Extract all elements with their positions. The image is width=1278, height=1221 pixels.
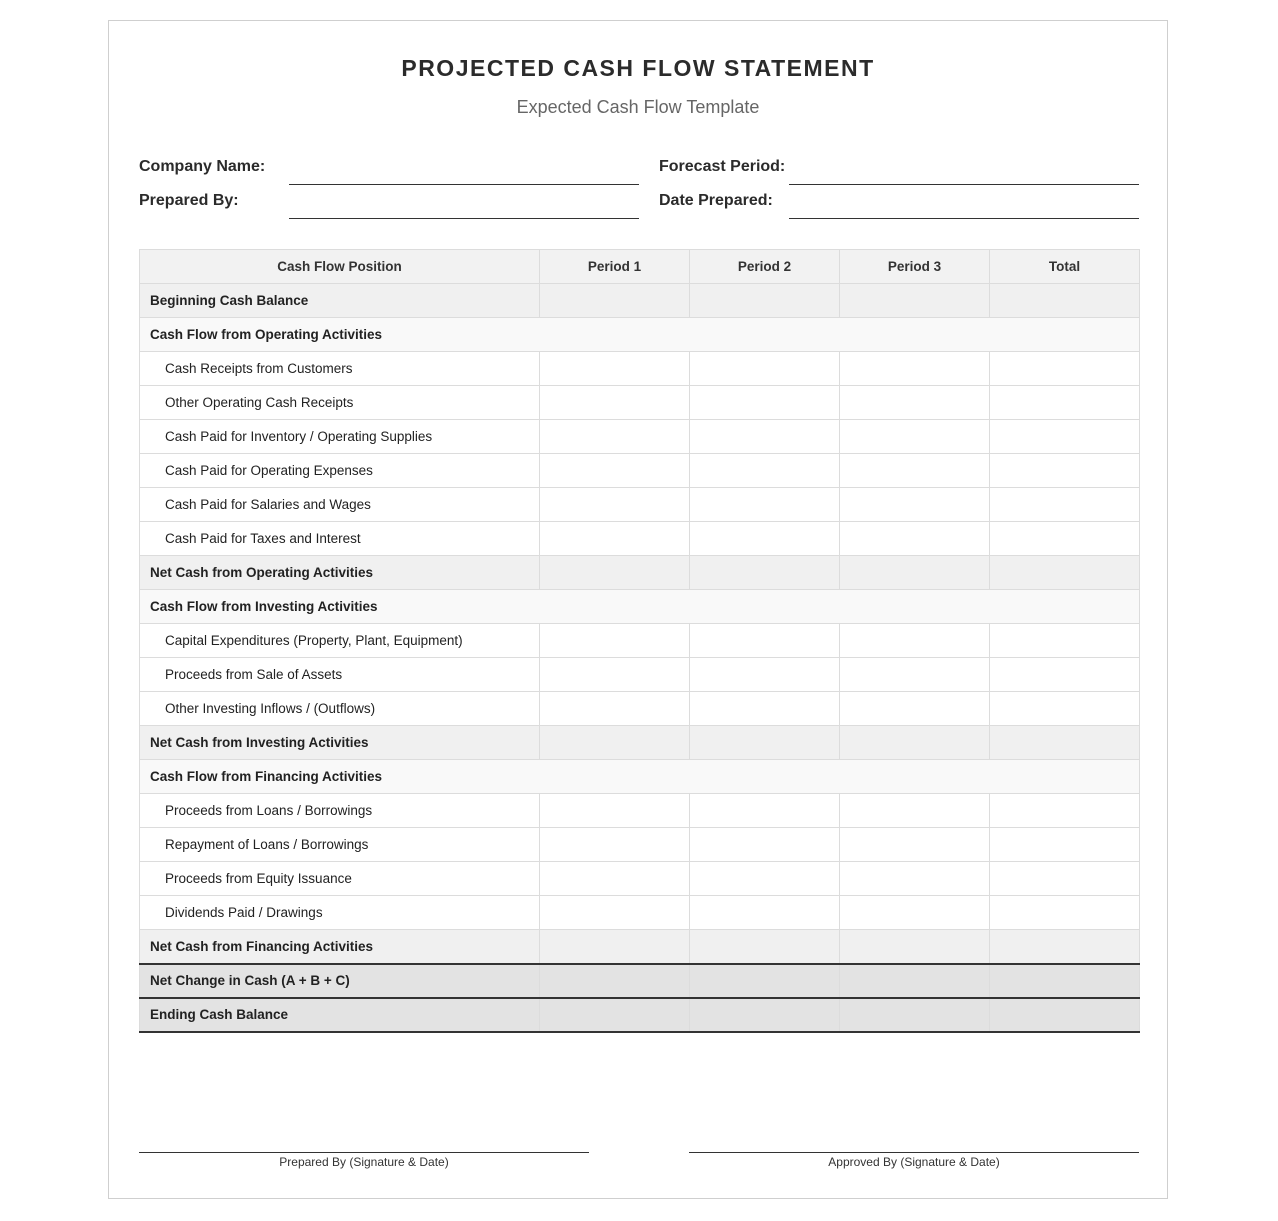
table-row	[140, 284, 1140, 318]
row-label: Cash Paid for Taxes and Interest	[140, 522, 540, 556]
row-label: Other Investing Inflows / (Outflows)	[140, 692, 540, 726]
table-row	[140, 658, 1140, 692]
table-row	[140, 556, 1140, 590]
value-cell[interactable]	[840, 998, 990, 1032]
value-cell[interactable]	[540, 420, 690, 454]
value-cell[interactable]	[690, 522, 840, 556]
row-label: Proceeds from Equity Issuance	[140, 862, 540, 896]
value-cell[interactable]	[990, 488, 1140, 522]
value-cell[interactable]	[540, 488, 690, 522]
value-cell[interactable]	[540, 522, 690, 556]
table-row	[140, 760, 1140, 794]
prepared-signature-line[interactable]	[139, 1152, 589, 1153]
value-cell[interactable]	[540, 726, 690, 760]
value-cell[interactable]	[690, 284, 840, 318]
value-cell[interactable]	[990, 862, 1140, 896]
column-header: Period 3	[840, 250, 990, 284]
value-cell[interactable]	[990, 828, 1140, 862]
value-cell[interactable]	[840, 896, 990, 930]
value-cell[interactable]	[690, 454, 840, 488]
column-header: Period 2	[690, 250, 840, 284]
row-label: Beginning Cash Balance	[140, 284, 540, 318]
table-row	[140, 454, 1140, 488]
value-cell[interactable]	[990, 386, 1140, 420]
value-cell[interactable]	[990, 930, 1140, 964]
row-label: Cash Flow from Financing Activities	[140, 760, 1140, 794]
table-row	[140, 692, 1140, 726]
value-cell[interactable]	[840, 828, 990, 862]
value-cell[interactable]	[990, 624, 1140, 658]
value-cell[interactable]	[840, 420, 990, 454]
column-header: Total	[990, 250, 1140, 284]
table-row	[140, 318, 1140, 352]
value-cell[interactable]	[840, 862, 990, 896]
value-cell[interactable]	[540, 794, 690, 828]
row-label: Cash Paid for Operating Expenses	[140, 454, 540, 488]
value-cell[interactable]	[840, 284, 990, 318]
value-cell[interactable]	[690, 896, 840, 930]
forecast-period-label: Forecast Period:	[659, 158, 786, 175]
value-cell[interactable]	[690, 726, 840, 760]
value-cell[interactable]	[690, 488, 840, 522]
value-cell[interactable]	[540, 692, 690, 726]
value-cell[interactable]	[840, 488, 990, 522]
value-cell[interactable]	[840, 386, 990, 420]
value-cell[interactable]	[840, 658, 990, 692]
date-prepared-field[interactable]	[789, 218, 1139, 219]
value-cell[interactable]	[840, 624, 990, 658]
document-subtitle: Expected Cash Flow Template	[516, 97, 760, 117]
row-label: Net Cash from Operating Activities	[140, 556, 540, 590]
prepared-signature-label: Prepared By (Signature & Date)	[279, 1155, 449, 1169]
column-header: Period 1	[540, 250, 690, 284]
row-label: Cash Flow from Operating Activities	[140, 318, 1140, 352]
value-cell[interactable]	[540, 998, 690, 1032]
table-row	[140, 624, 1140, 658]
row-label: Dividends Paid / Drawings	[140, 896, 540, 930]
prepared-by-field[interactable]	[289, 218, 639, 219]
table-header-row	[140, 250, 1140, 284]
cash-flow-table-body	[140, 284, 1140, 1032]
row-label: Repayment of Loans / Borrowings	[140, 828, 540, 862]
value-cell[interactable]	[990, 692, 1140, 726]
document-sheet	[108, 20, 1168, 1199]
table-row	[140, 386, 1140, 420]
row-label: Net Change in Cash (A + B + C)	[140, 964, 540, 998]
table-row	[140, 488, 1140, 522]
company-name-label: Company Name:	[139, 158, 266, 175]
value-cell[interactable]	[690, 998, 840, 1032]
value-cell[interactable]	[990, 658, 1140, 692]
value-cell[interactable]	[990, 522, 1140, 556]
value-cell[interactable]	[690, 352, 840, 386]
value-cell[interactable]	[840, 556, 990, 590]
row-label: Cash Paid for Inventory / Operating Supplies	[140, 420, 540, 454]
value-cell[interactable]	[990, 998, 1140, 1032]
value-cell[interactable]	[840, 794, 990, 828]
row-label: Net Cash from Financing Activities	[140, 930, 540, 964]
value-cell[interactable]	[840, 964, 990, 998]
row-label: Capital Expenditures (Property, Plant, Equipment)	[140, 624, 540, 658]
value-cell[interactable]	[540, 386, 690, 420]
value-cell[interactable]	[540, 862, 690, 896]
forecast-period-field[interactable]	[789, 184, 1139, 185]
value-cell[interactable]	[990, 284, 1140, 318]
value-cell[interactable]	[540, 658, 690, 692]
prepared-by-label: Prepared By:	[139, 192, 239, 209]
approved-signature-label: Approved By (Signature & Date)	[828, 1155, 1000, 1169]
column-header: Cash Flow Position	[140, 250, 540, 284]
value-cell[interactable]	[840, 352, 990, 386]
value-cell[interactable]	[690, 862, 840, 896]
table-row	[140, 590, 1140, 624]
value-cell[interactable]	[990, 556, 1140, 590]
value-cell[interactable]	[540, 964, 690, 998]
value-cell[interactable]	[540, 352, 690, 386]
value-cell[interactable]	[690, 964, 840, 998]
value-cell[interactable]	[990, 454, 1140, 488]
value-cell[interactable]	[690, 930, 840, 964]
approved-signature-line[interactable]	[689, 1152, 1139, 1153]
value-cell[interactable]	[540, 828, 690, 862]
value-cell[interactable]	[840, 726, 990, 760]
table-row	[140, 794, 1140, 828]
value-cell[interactable]	[540, 930, 690, 964]
value-cell[interactable]	[690, 828, 840, 862]
row-label: Net Cash from Investing Activities	[140, 726, 540, 760]
value-cell[interactable]	[990, 896, 1140, 930]
row-label: Ending Cash Balance	[140, 998, 540, 1032]
value-cell[interactable]	[840, 930, 990, 964]
date-prepared-label: Date Prepared:	[659, 192, 773, 209]
value-cell[interactable]	[840, 692, 990, 726]
value-cell[interactable]	[990, 420, 1140, 454]
row-label: Cash Paid for Salaries and Wages	[140, 488, 540, 522]
value-cell[interactable]	[540, 896, 690, 930]
value-cell[interactable]	[540, 454, 690, 488]
value-cell[interactable]	[690, 420, 840, 454]
table-row	[140, 828, 1140, 862]
table-row	[140, 964, 1140, 998]
value-cell[interactable]	[690, 556, 840, 590]
row-label: Proceeds from Loans / Borrowings	[140, 794, 540, 828]
value-cell[interactable]	[690, 794, 840, 828]
table-row	[140, 896, 1140, 930]
value-cell[interactable]	[690, 658, 840, 692]
table-row	[140, 862, 1140, 896]
table-row	[140, 726, 1140, 760]
value-cell[interactable]	[690, 624, 840, 658]
value-cell[interactable]	[690, 386, 840, 420]
row-label: Cash Flow from Investing Activities	[140, 590, 1140, 624]
table-row	[140, 522, 1140, 556]
company-name-field[interactable]	[289, 184, 639, 185]
row-label: Proceeds from Sale of Assets	[140, 658, 540, 692]
value-cell[interactable]	[990, 352, 1140, 386]
value-cell[interactable]	[690, 692, 840, 726]
table-row	[140, 998, 1140, 1032]
value-cell[interactable]	[540, 556, 690, 590]
cash-flow-table	[139, 249, 1140, 1033]
value-cell[interactable]	[840, 522, 990, 556]
row-label: Cash Receipts from Customers	[140, 352, 540, 386]
row-label: Other Operating Cash Receipts	[140, 386, 540, 420]
value-cell[interactable]	[990, 794, 1140, 828]
value-cell[interactable]	[990, 964, 1140, 998]
table-row	[140, 420, 1140, 454]
value-cell[interactable]	[840, 454, 990, 488]
table-row	[140, 352, 1140, 386]
value-cell[interactable]	[540, 284, 690, 318]
document-title: PROJECTED CASH FLOW STATEMENT	[401, 55, 875, 81]
value-cell[interactable]	[990, 726, 1140, 760]
table-row	[140, 930, 1140, 964]
value-cell[interactable]	[540, 624, 690, 658]
